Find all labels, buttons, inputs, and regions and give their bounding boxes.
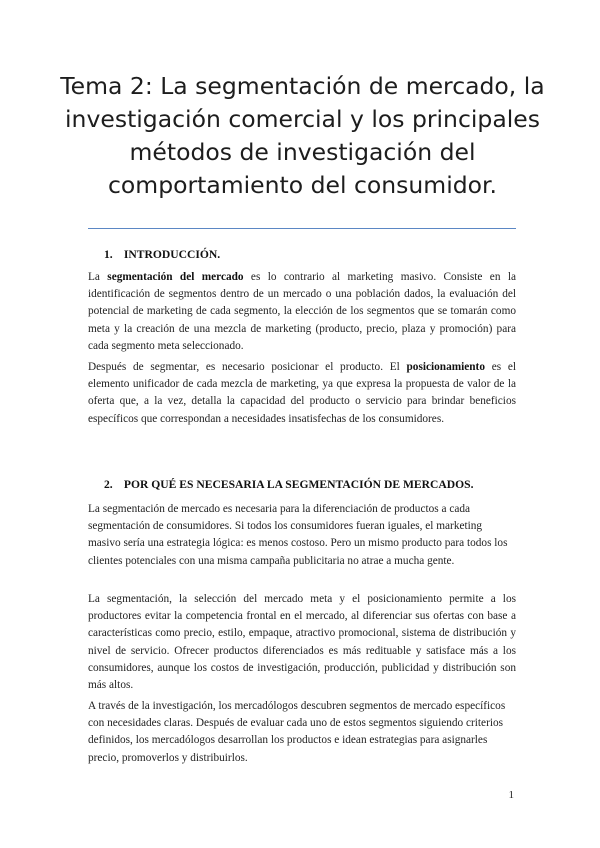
document-title: Tema 2: La segmentación de mercado, la investigación comercial y los principales métodos de investigación del comportamiento del consumidor.	[60, 72, 545, 199]
section-2-paragraph-2: La segmentación, la selección del mercado meta y el posicionamiento permite a los productores evitar la competencia frontal en el mercado, al diferenciar sus ofertas con base a características como precio, estilo, empaque, atractivo promocional, sistema de distribución y nivel de servicio. Ofrecer productos diferenciados es más redituable y satisface más a los consumidores, aunque los costos de investigación, producción, publicidad y distribución son más altos.	[88, 593, 516, 692]
term-posicionamiento: posicionamiento	[406, 361, 485, 373]
title-divider	[88, 228, 516, 229]
section-2-number: 2.	[104, 478, 113, 491]
section-1-paragraph-2: Después de segmentar, es necesario posicionar el producto. El posicionamiento es el elemento unificador de cada mezcla de marketing, ya que expresa la propuesta de valor de la oferta que, a la vez, detalla la capacidad del producto o servicio para brindar beneficios específicos que correspondan a necesidades insatisfechas de los consumidores.	[88, 361, 516, 425]
page-number: 1	[508, 789, 514, 801]
section-2-paragraph-1: La segmentación de mercado es necesaria para la diferenciación de productos a cada segmentación de consumidores. Si todos los consumidores fueran iguales, el marketing masivo sería una estrategia lógica: es menos costoso. Pero un mismo producto para todos los clientes potenciales con una misma campaña publicitaria no atrae a mucha gente.	[88, 503, 508, 567]
section-2-paragraph-3: A través de la investigación, los mercadólogos descubren segmentos de mercado específicos con necesidades claras. Después de evaluar cada uno de estos segmentos siguiendo criterios definidos, los mercadólogos desarrollan los productos e idean estrategias para asignarles precio, promoverlos y distribuirlos.	[88, 700, 506, 764]
section-1-heading	[104, 247, 220, 262]
section-1-title: INTRODUCCIÓN.	[123, 248, 221, 261]
section-2-heading	[104, 477, 474, 492]
section-2-title: POR QUÉ ES NECESARIA LA SEGMENTACIÓN DE MERCADOS.	[123, 478, 474, 491]
section-1-number: 1.	[104, 248, 113, 261]
term-segmentacion: segmentación del mercado	[107, 271, 244, 283]
section-1-paragraph-1: La segmentación del mercado es lo contrario al marketing masivo. Consiste en la identificación de segmentos dentro de un mercado o una población dados, la evaluación del potencial de marketing de cada segmento, la elección de los segmentos que se tomarán como meta y la creación de una mezcla de marketing (producto, precio, plaza y promoción) para cada segmento meta seleccionado.	[88, 271, 516, 352]
